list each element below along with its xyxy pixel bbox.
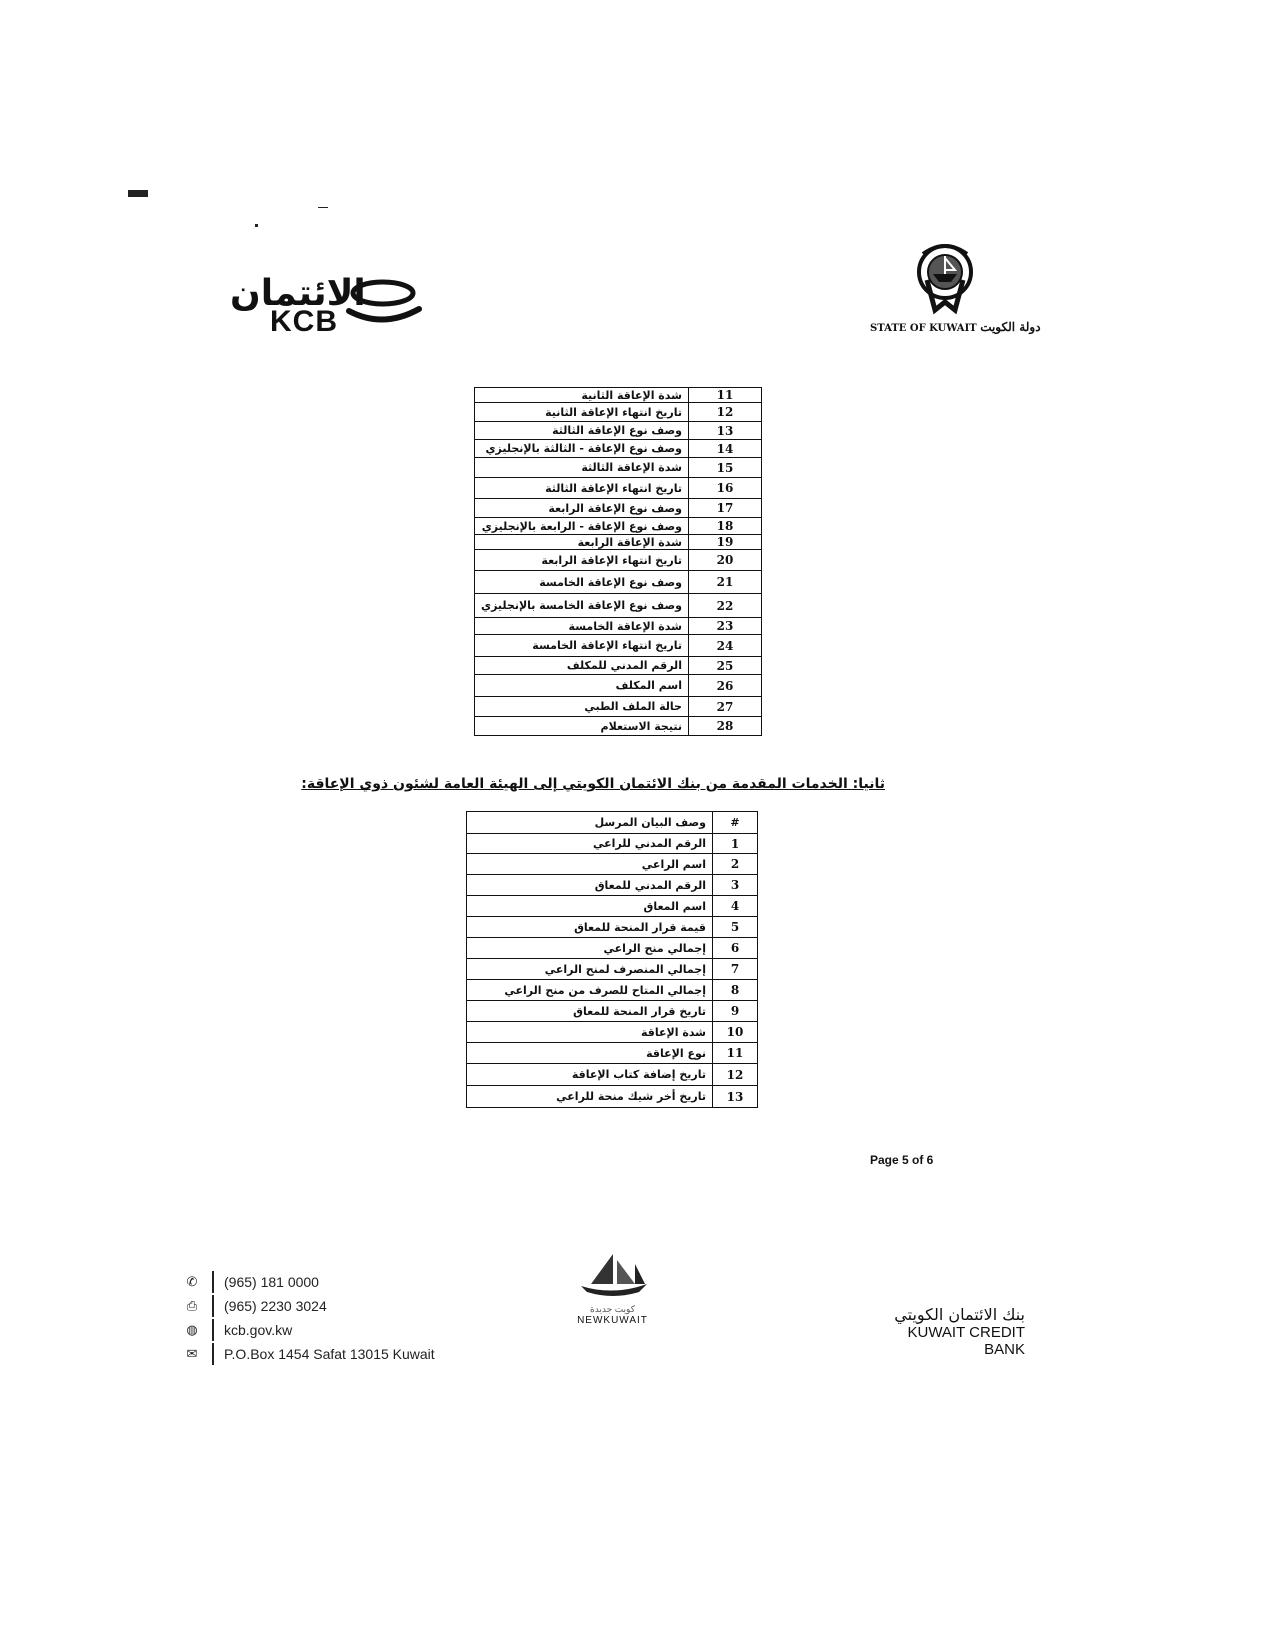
- row-number: 28: [688, 717, 761, 736]
- column-header-number: #: [713, 812, 758, 834]
- row-description: وصف نوع الإعاقة الثالثة: [475, 422, 689, 440]
- kcb-logo: [230, 275, 430, 345]
- table-row: [475, 635, 762, 657]
- row-number: 6: [713, 938, 758, 959]
- row-number: 16: [688, 478, 761, 499]
- contact-fax: [180, 1294, 435, 1318]
- table-row: [467, 1001, 758, 1022]
- table-row: [467, 875, 758, 896]
- divider: [212, 1319, 214, 1341]
- table-row: [467, 1086, 758, 1108]
- web-icon: ◍: [186, 1322, 198, 1338]
- contact-info: [180, 1270, 435, 1366]
- row-number: 11: [713, 1043, 758, 1064]
- table-row: [467, 938, 758, 959]
- kcb-ring-icon: [345, 277, 425, 327]
- row-description: تاريخ انتهاء الإعاقة الثانية: [475, 403, 689, 422]
- row-number: 7: [713, 959, 758, 980]
- table-row: [467, 896, 758, 917]
- table-row: [475, 422, 762, 440]
- row-description: اسم المكلف: [475, 675, 689, 697]
- row-number: 10: [713, 1022, 758, 1043]
- table-row: [475, 618, 762, 635]
- row-description: تاريخ انتهاء الإعاقة الرابعة: [475, 550, 689, 571]
- row-number: 9: [713, 1001, 758, 1022]
- scan-mark: [128, 190, 148, 197]
- state-label-arabic: دولة الكويت: [980, 320, 1041, 334]
- row-number: 17: [688, 499, 761, 518]
- row-number: 25: [688, 657, 761, 675]
- row-number: 12: [688, 403, 761, 422]
- phone-icon: ✆: [186, 1274, 198, 1290]
- row-number: 21: [688, 571, 761, 594]
- table-row: [475, 403, 762, 422]
- bank-name-english: KUWAIT CREDIT BANK: [907, 1324, 1025, 1358]
- row-number: 26: [688, 675, 761, 697]
- row-description: شدة الإعاقة الثالثة: [475, 458, 689, 478]
- row-number: 11: [688, 388, 761, 403]
- row-description: إجمالي المتاح للصرف من منح الراعي: [467, 980, 713, 1001]
- row-description: اسم الراعي: [467, 854, 713, 875]
- row-number: 24: [688, 635, 761, 657]
- row-description: الرقم المدني للراعي: [467, 834, 713, 854]
- row-description: تاريخ قرار المنحة للمعاق: [467, 1001, 713, 1022]
- table-row: [467, 854, 758, 875]
- new-kuwait-logo: [570, 1250, 655, 1330]
- row-description: إجمالي المنصرف لمنح الراعي: [467, 959, 713, 980]
- website-url: kcb.gov.kw: [224, 1322, 293, 1338]
- row-description: وصف نوع الإعاقة - الرابعة بالإنجليزي: [475, 518, 689, 535]
- dhow-boat-icon: [573, 1250, 653, 1300]
- row-number: 19: [688, 535, 761, 550]
- row-description: وصف نوع الإعاقة الرابعة: [475, 499, 689, 518]
- row-number: 2: [713, 854, 758, 875]
- row-description: قيمة قرار المنحة للمعاق: [467, 917, 713, 938]
- divider: [212, 1271, 214, 1293]
- row-number: 8: [713, 980, 758, 1001]
- row-description: شدة الإعاقة الثانية: [475, 388, 689, 403]
- row-number: 20: [688, 550, 761, 571]
- row-number: 23: [688, 618, 761, 635]
- row-description: وصف نوع الإعاقة الخامسة بالإنجليزي: [475, 594, 689, 618]
- row-description: شدة الإعاقة الرابعة: [475, 535, 689, 550]
- row-description: شدة الإعاقة: [467, 1022, 713, 1043]
- row-description: تاريخ أخر شيك منحة للراعي: [467, 1086, 713, 1108]
- contact-website: [180, 1318, 435, 1342]
- table-row: [475, 594, 762, 618]
- table-row: [475, 518, 762, 535]
- kcb-logo-latin: KCB: [270, 305, 338, 338]
- kuwait-emblem: [905, 240, 985, 320]
- kuwait-emblem-icon: [905, 240, 985, 320]
- row-number: 13: [688, 422, 761, 440]
- row-number: 1: [713, 834, 758, 854]
- table-row: [475, 458, 762, 478]
- table-row: [475, 550, 762, 571]
- table-row: [475, 717, 762, 736]
- divider: [212, 1343, 214, 1365]
- row-number: 3: [713, 875, 758, 896]
- row-number: 27: [688, 697, 761, 717]
- row-number: 14: [688, 440, 761, 458]
- bank-name: [870, 1305, 1025, 1358]
- divider: [212, 1295, 214, 1317]
- row-number: 5: [713, 917, 758, 938]
- new-kuwait-latin: NEWKUWAIT: [577, 1315, 648, 1326]
- table-row: [475, 388, 762, 403]
- row-number: 15: [688, 458, 761, 478]
- row-number: 22: [688, 594, 761, 618]
- table-row: [475, 440, 762, 458]
- table-body: [467, 834, 758, 1108]
- row-description: شدة الإعاقة الخامسة: [475, 618, 689, 635]
- row-number: 18: [688, 518, 761, 535]
- scan-mark: [318, 207, 328, 208]
- row-description: نوع الإعاقة: [467, 1043, 713, 1064]
- row-description: حالة الملف الطبي: [475, 697, 689, 717]
- table-row: [475, 657, 762, 675]
- kcb-logo-arabic: الائتمان: [230, 273, 366, 314]
- services-table: [466, 811, 758, 1108]
- new-kuwait-arabic: كويت جديدة: [589, 1304, 635, 1314]
- state-label-english: STATE OF KUWAIT: [870, 323, 977, 334]
- table-row: [467, 1043, 758, 1064]
- row-description: الرقم المدني للمعاق: [467, 875, 713, 896]
- phone-number: (965) 181 0000: [224, 1274, 319, 1290]
- table-row: [467, 980, 758, 1001]
- row-description: نتيجة الاستعلام: [475, 717, 689, 736]
- table-row: [467, 1064, 758, 1086]
- row-description: الرقم المدني للمكلف: [475, 657, 689, 675]
- table-header-row: [467, 812, 758, 834]
- table-row: [475, 675, 762, 697]
- table-body: [475, 388, 762, 736]
- contact-phone: [180, 1270, 435, 1294]
- row-description: تاريخ انتهاء الإعاقة الخامسة: [475, 635, 689, 657]
- table-row: [475, 697, 762, 717]
- bank-name-arabic: بنك الائتمان الكويتي: [894, 1305, 1025, 1324]
- row-description: تاريخ انتهاء الإعاقة الثالثة: [475, 478, 689, 499]
- row-description: اسم المعاق: [467, 896, 713, 917]
- mail-icon: ✉: [186, 1346, 198, 1362]
- contact-mail: [180, 1342, 435, 1366]
- section-heading: ثانيا: الخدمات المقدمة من بنك الائتمان الكويتي إلى الهيئة العامة لشئون ذوي الإعاقة:: [301, 776, 885, 792]
- table-row: [467, 1022, 758, 1043]
- row-number: 4: [713, 896, 758, 917]
- row-description: تاريخ إضافة كتاب الإعاقة: [467, 1064, 713, 1086]
- table-row: [467, 959, 758, 980]
- scan-mark: [255, 224, 258, 227]
- fax-icon: ⎙: [186, 1298, 198, 1314]
- row-description: إجمالي منح الراعي: [467, 938, 713, 959]
- table-row: [475, 571, 762, 594]
- table-row: [475, 499, 762, 518]
- row-description: وصف نوع الإعاقة الخامسة: [475, 571, 689, 594]
- row-number: 13: [713, 1086, 758, 1108]
- table-row: [467, 917, 758, 938]
- row-description: وصف نوع الإعاقة - الثالثة بالإنجليزي: [475, 440, 689, 458]
- table-row: [475, 535, 762, 550]
- row-number: 12: [713, 1064, 758, 1086]
- data-fields-table-continued: [474, 387, 762, 736]
- postal-address: P.O.Box 1454 Safat 13015 Kuwait: [224, 1346, 435, 1362]
- column-header-description: وصف البيان المرسل: [467, 812, 713, 834]
- table-row: [475, 478, 762, 499]
- fax-number: (965) 2230 3024: [224, 1298, 327, 1314]
- table-row: [467, 834, 758, 854]
- page-number: Page 5 of 6: [870, 1153, 934, 1167]
- state-of-kuwait-label: [870, 320, 1041, 334]
